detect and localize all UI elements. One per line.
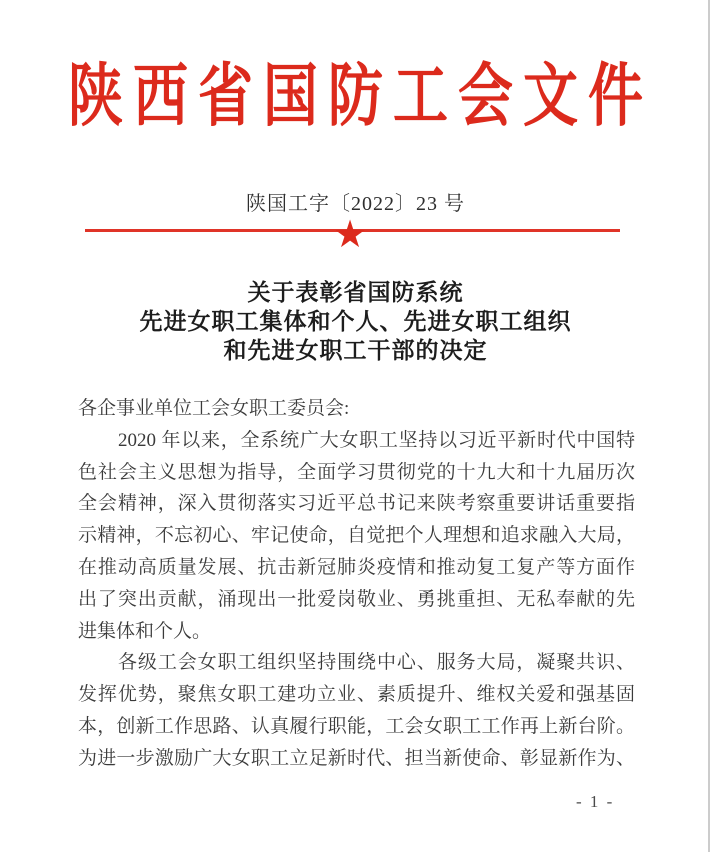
page-number: - 1 - <box>576 792 615 811</box>
document-title-line-3: 和先进女职工干部的决定 <box>223 338 488 363</box>
document-title-line-2: 先进女职工集体和个人、先进女职工组织 <box>139 309 572 334</box>
body-text-line: 2020 年以来，全系统广大女职工坚持以习近平新时代中国特 <box>118 429 635 451</box>
body-text-line: 示精神，不忘初心、牢记使命，自觉把个人理想和追求融入大局， <box>78 525 635 547</box>
red-header-title: 陕西省国防工会文件 <box>67 58 653 135</box>
body-text-line: 各级工会女职工组织坚持围绕中心、服务大局，凝聚共识、 <box>118 652 635 674</box>
star-icon: ★ <box>332 212 368 256</box>
document-title <box>0 278 711 365</box>
body-text-line: 进集体和个人。 <box>78 620 212 642</box>
body-text-line: 发挥优势，聚焦女职工建功立业、素质提升、维权关爱和强基固 <box>78 684 635 706</box>
body-text-line: 在推动高质量发展、抗击新冠肺炎疫情和推动复工复产等方面作 <box>78 556 635 578</box>
body-text-line: 为进一步激励广大女职工立足新时代、担当新使命、彰显新作为、 <box>78 747 635 769</box>
document-body <box>78 393 635 775</box>
document-title-line-1: 关于表彰省国防系统 <box>247 280 464 305</box>
body-text-line: 本，创新工作思路、认真履行职能，工会女职工工作再上新台阶。 <box>78 715 635 737</box>
document-number: 陕国工字〔2022〕23 号 <box>246 193 465 215</box>
scan-edge-line <box>708 0 710 852</box>
salutation-line: 各企事业单位工会女职工委员会: <box>78 398 350 419</box>
body-paragraph-lines <box>78 425 635 775</box>
body-text-line: 色社会主义思想为指导，全面学习贯彻党的十九大和十九届历次 <box>78 461 635 483</box>
body-text-line: 出了突出贡献，涌现出一批爱岗敬业、勇挑重担、无私奉献的先 <box>78 588 635 610</box>
body-text-line: 全会精神，深入贯彻落实习近平总书记来陕考察重要讲话重要指 <box>78 493 635 515</box>
